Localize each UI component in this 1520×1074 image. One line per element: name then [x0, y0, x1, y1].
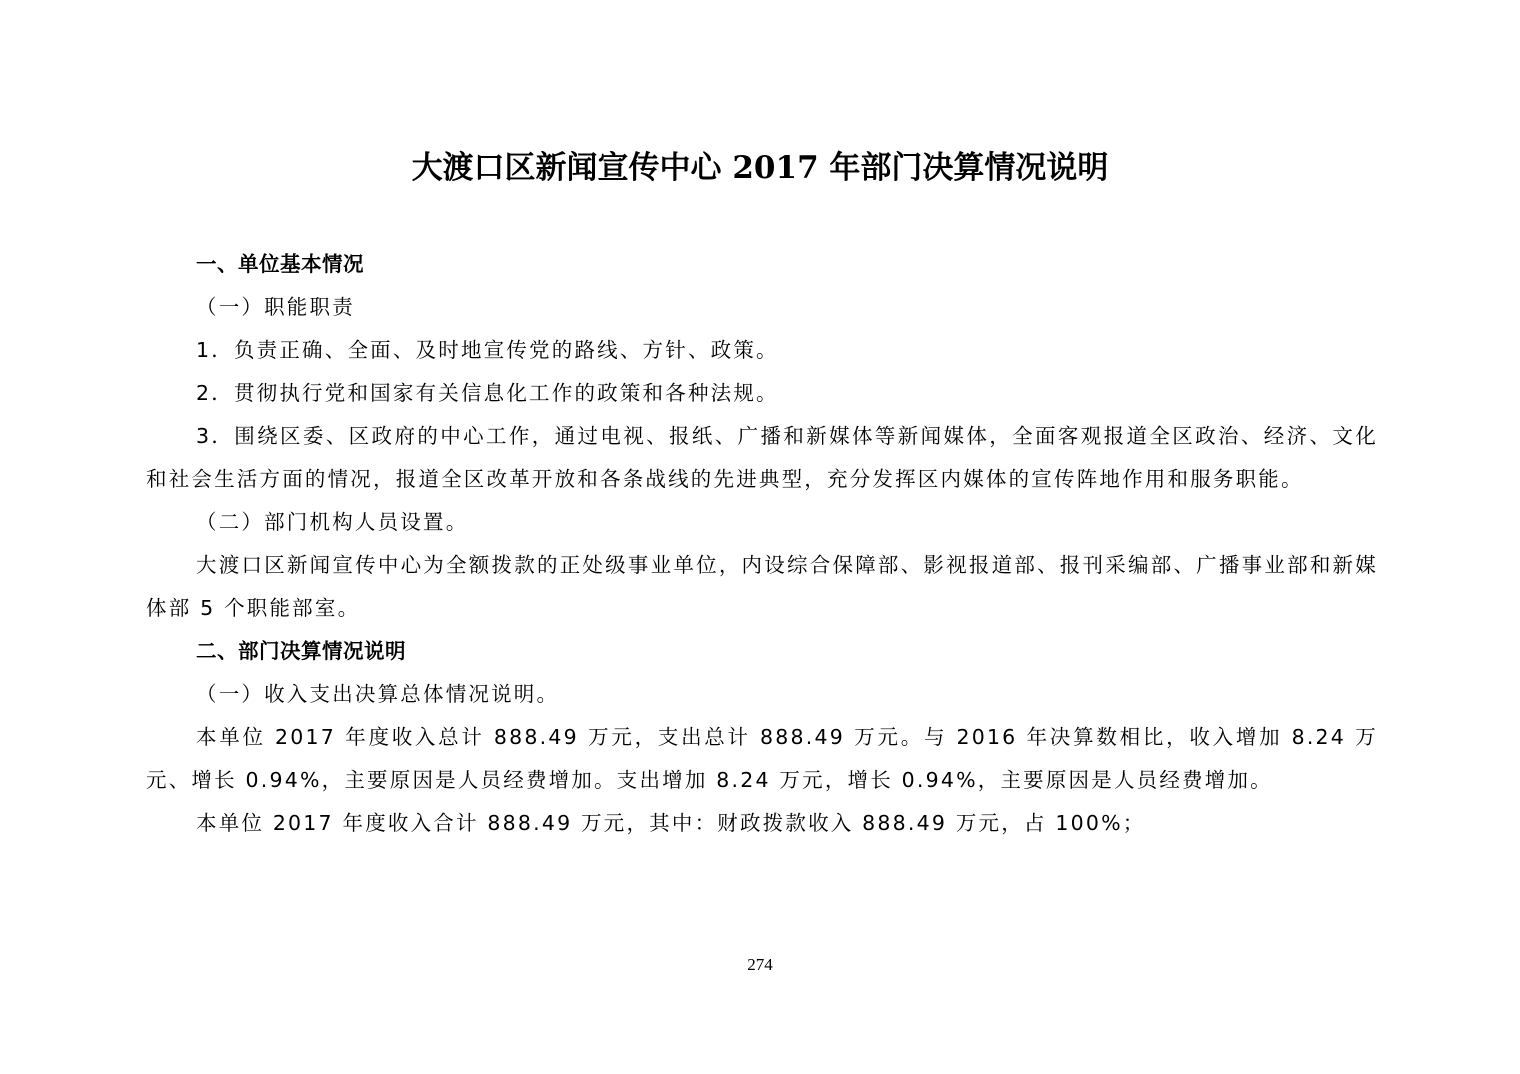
document-body	[146, 243, 1378, 845]
section-heading-final-accounts: 二、部门决算情况说明	[196, 639, 406, 663]
income-expense-paragraph: 本单位 2017 年度收入总计 888.49 万元，支出总计 888.49 万元。与 2016 年决算数相比，收入增加 8.24 万元、增长 0.94%，主要原因是人员经费增加。支出增加 8.24 万元，增长 0.94%，主要原因是人员经费增加。	[146, 725, 1378, 792]
subsection-heading-income-expense: （一）收入支出决算总体情况说明。	[196, 682, 560, 706]
function-item-2: 2．贯彻执行党和国家有关信息化工作的政策和各种法规。	[196, 381, 779, 405]
subsection-heading-organization: （二）部门机构人员设置。	[196, 510, 469, 534]
income-total-paragraph: 本单位 2017 年度收入合计 888.49 万元，其中：财政拨款收入 888.49 万元，占 100%；	[196, 811, 1146, 835]
organization-paragraph: 大渡口区新闻宣传中心为全额拨款的正处级事业单位，内设综合保障部、影视报道部、报刊采编部、广播事业部和新媒体部 5 个职能部室。	[146, 553, 1378, 620]
function-item-1: 1．负责正确、全面、及时地宣传党的路线、方针、政策。	[196, 338, 779, 362]
section-heading-unit-overview: 一、单位基本情况	[196, 252, 364, 276]
document-title: 大渡口区新闻宣传中心 2017 年部门决算情况说明	[411, 150, 1109, 186]
function-item-3: 3．围绕区委、区政府的中心工作，通过电视、报纸、广播和新媒体等新闻媒体，全面客观报道全区政治、经济、文化和社会生活方面的情况，报道全区改革开放和各条战线的先进典型，充分发挥区内媒体的宣传阵地作用和服务职能。	[146, 424, 1378, 491]
page-number: 274	[747, 955, 773, 974]
subsection-heading-functions: （一）职能职责	[196, 295, 355, 319]
